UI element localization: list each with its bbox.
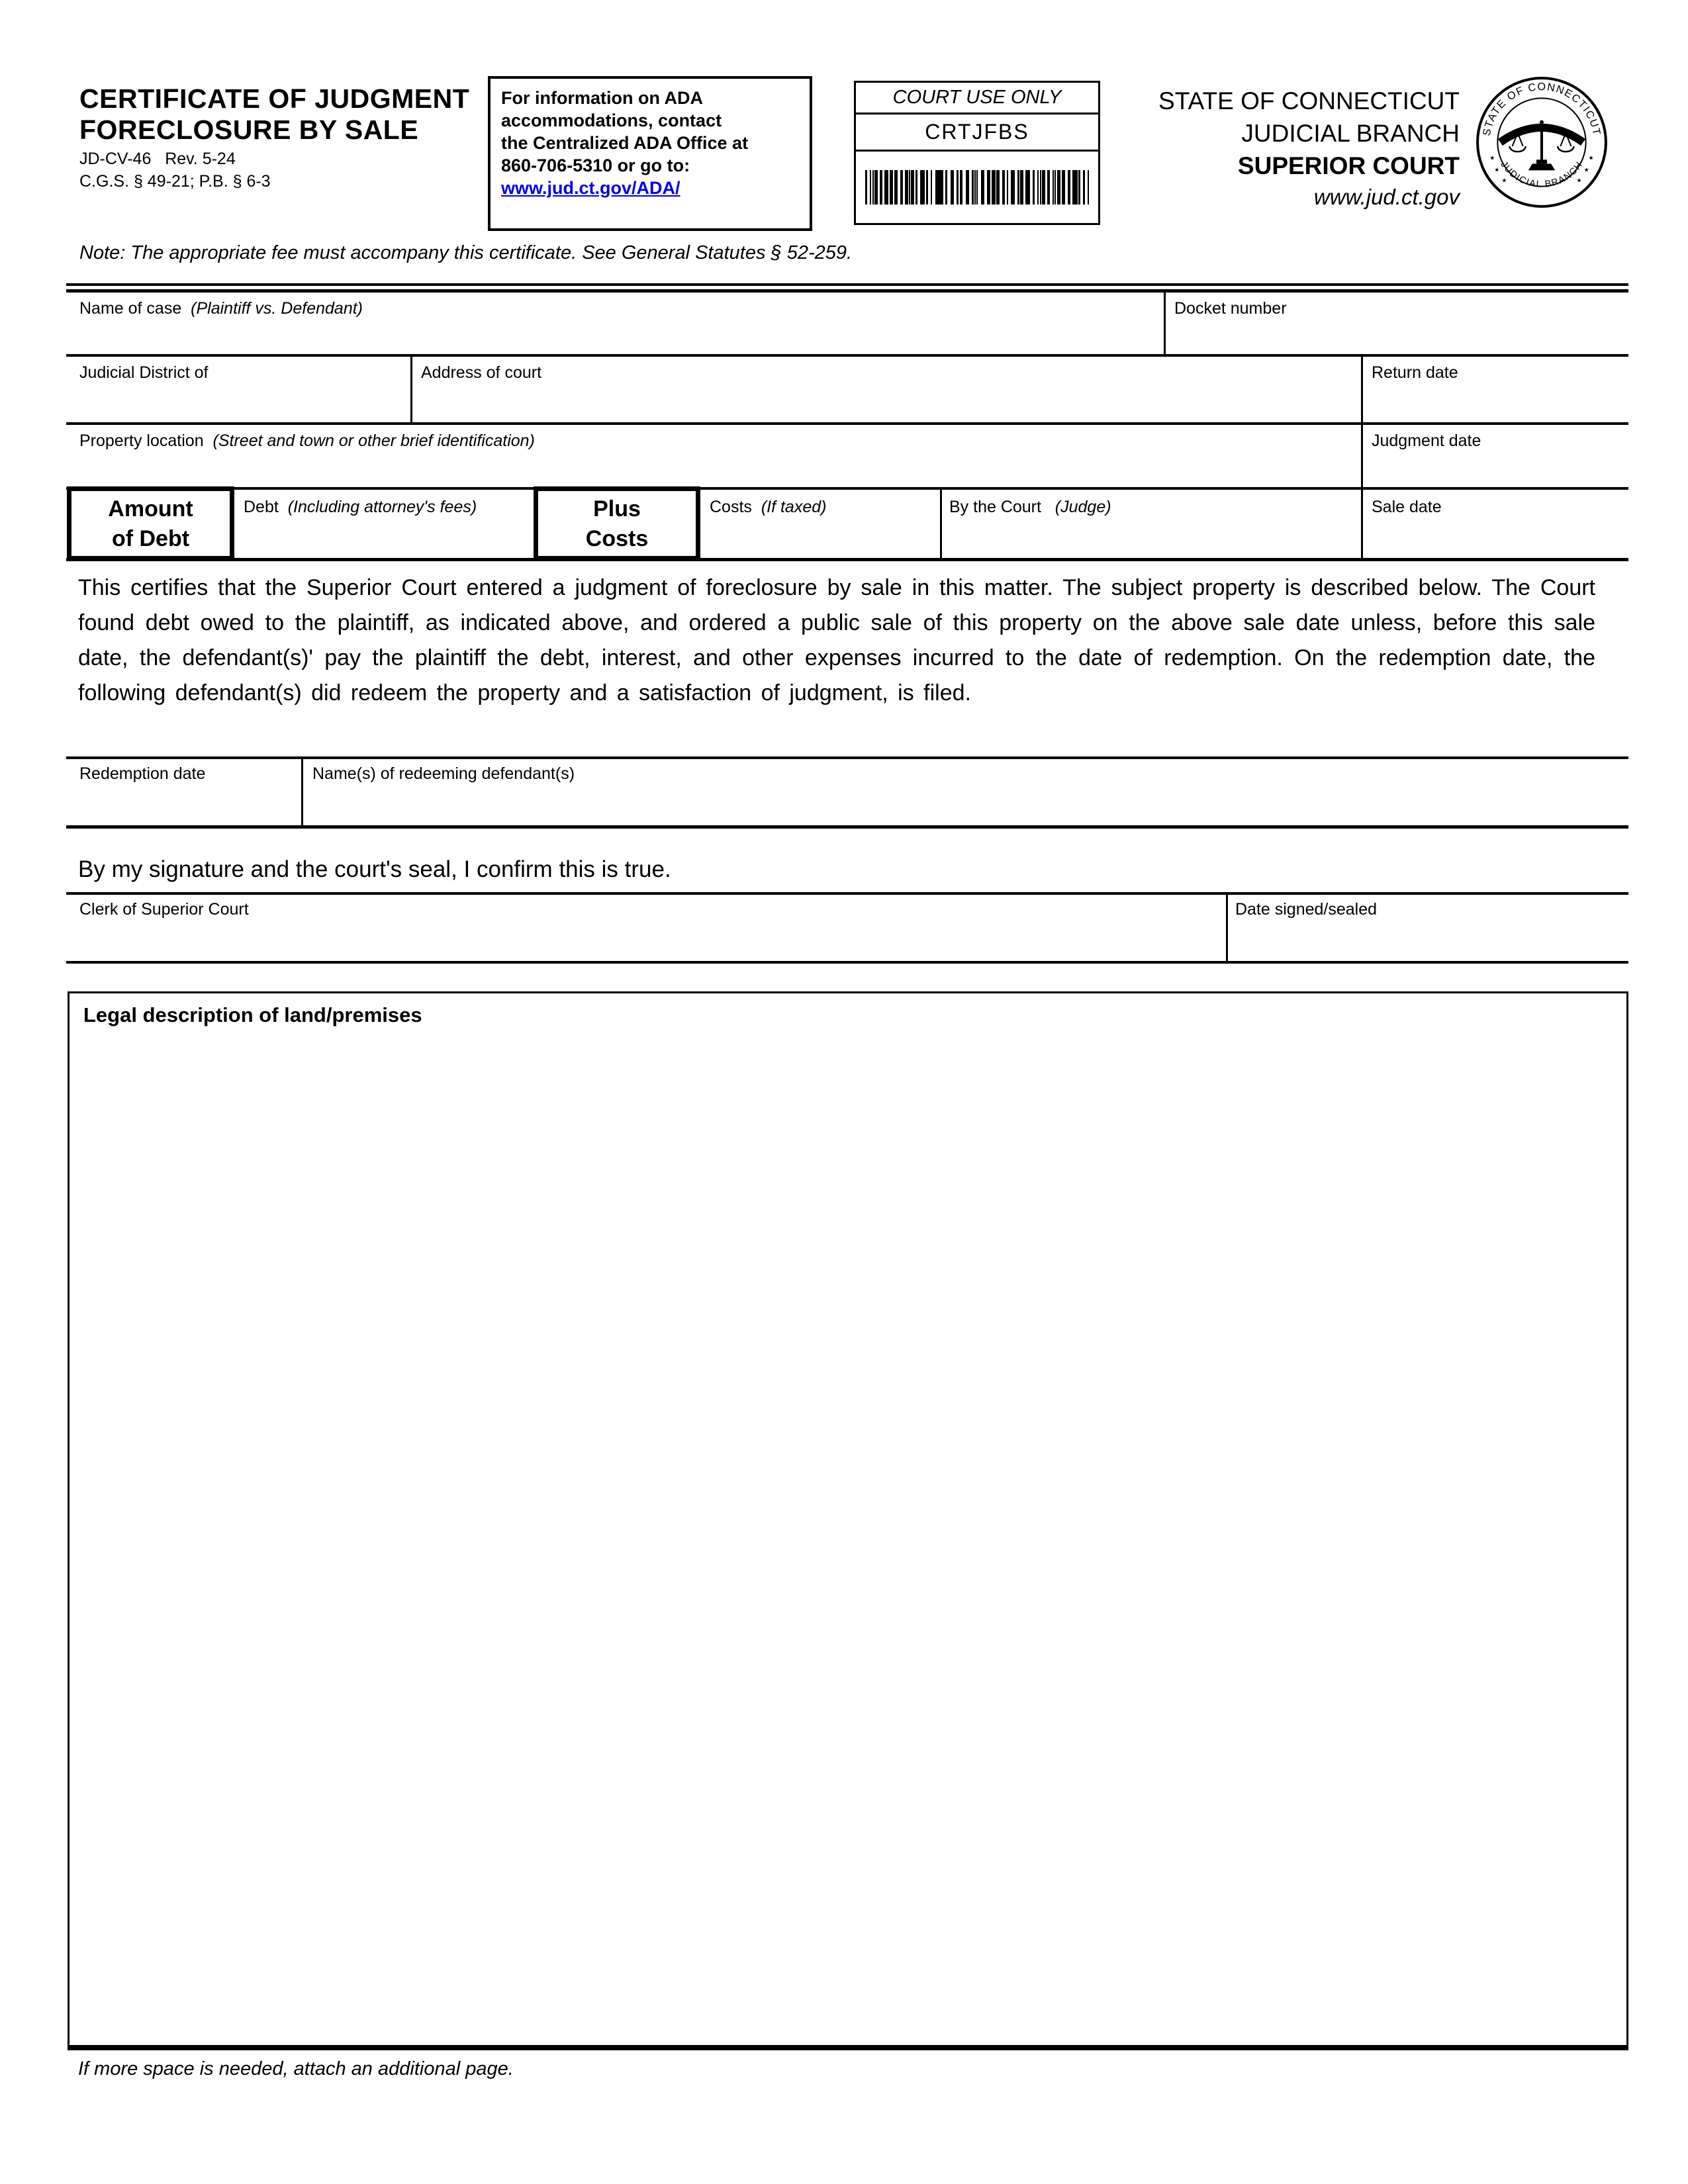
more-space-note: If more space is needed, attach an additional page. — [78, 2058, 514, 2079]
ada-text-line: the Centralized ADA Office at — [501, 133, 749, 153]
judicial-district-label: Judicial District of — [79, 363, 209, 382]
legal-description-field[interactable] — [71, 1032, 1623, 2044]
judicial-website: www.jud.ct.gov — [1313, 185, 1460, 209]
state-line: STATE OF CONNECTICUT — [1158, 87, 1460, 114]
seal-bottom-text: JUDICIAL BRANCH — [1499, 159, 1585, 189]
divider — [66, 283, 1628, 286]
ada-info-box — [488, 76, 812, 231]
svg-text:★: ★ — [1588, 154, 1594, 161]
divider — [66, 422, 1628, 425]
divider — [66, 289, 1628, 293]
judicial-branch-line: JUDICIAL BRANCH — [1241, 120, 1460, 147]
costs-label: Costs — [710, 498, 752, 516]
divider — [66, 825, 1628, 829]
date-signed-label: Date signed/sealed — [1235, 900, 1378, 919]
address-of-court-label: Address of court — [421, 363, 542, 382]
redeeming-defendants-label: Name(s) of redeeming defendant(s) — [312, 764, 575, 783]
plus-costs-header-box — [534, 486, 700, 561]
divider — [66, 558, 1628, 561]
svg-text:★: ★ — [1576, 177, 1582, 184]
amount-of-debt-line2: of Debt — [111, 526, 190, 551]
svg-text:★: ★ — [1583, 166, 1589, 173]
branch-heading — [1072, 85, 1460, 212]
divider — [1226, 895, 1228, 961]
name-of-case-label: Name of case — [79, 299, 182, 318]
docket-number-label: Docket number — [1174, 299, 1287, 318]
divider — [66, 892, 1628, 895]
court-use-only-box — [854, 81, 1100, 225]
legal-description-label: Legal description of land/premises — [83, 1003, 422, 1026]
return-date-label: Return date — [1372, 363, 1458, 382]
divider — [1361, 490, 1363, 558]
sale-date-label: Sale date — [1372, 498, 1442, 516]
ada-text-line: 860-706-5310 or go to: — [501, 156, 690, 175]
signature-statement: By my signature and the court's seal, I confirm this is true. — [78, 856, 671, 882]
address-of-court-field[interactable] — [415, 358, 1358, 420]
svg-text:★: ★ — [1489, 154, 1495, 161]
property-location-hint: (Street and town or other brief identification) — [212, 432, 535, 450]
divider — [66, 487, 1628, 490]
debt-hint: (Including attorney's fees) — [287, 498, 477, 516]
divider — [66, 961, 1628, 964]
ada-text-line: accommodations, contact — [501, 111, 722, 130]
amount-of-debt-line1: Amount — [108, 496, 193, 522]
seal-top-text: STATE OF CONNECTICUT — [1480, 81, 1603, 137]
divider — [301, 759, 303, 825]
ada-text-line: For information on ADA — [501, 88, 703, 108]
clerk-label: Clerk of Superior Court — [79, 900, 249, 919]
form-title-line2: FORECLOSURE BY SALE — [79, 114, 419, 145]
ada-website-link[interactable]: www.jud.ct.gov/ADA/ — [501, 178, 680, 198]
costs-hint: (If taxed) — [761, 498, 827, 516]
judicial-branch-seal-icon — [1475, 75, 1609, 209]
certification-paragraph: This certifies that the Superior Court entered a judgment of foreclosure by sale in this matter. The subject property is described below. The Court found debt owed to the plaintiff, as indicated above, and ordered a public sale of this property on the above sale date unless, before this sale date, the defendant(s)' pay the plaintiff the debt, interest, and other expenses incurred to the date of redemption. On the redemption date, the following defendant(s) did redeem the property and a satisfaction of judgment, is filed. — [78, 575, 1595, 705]
form-statutes: C.G.S. § 49-21; P.B. § 6-3 — [79, 172, 271, 191]
divider — [1164, 293, 1166, 354]
by-the-court-label: By the Court — [949, 498, 1041, 516]
form-number: JD-CV-46 Rev. 5-24 — [79, 150, 236, 168]
svg-text:★: ★ — [1494, 166, 1500, 173]
divider — [1361, 425, 1363, 487]
name-of-case-hint: (Plaintiff vs. Defendant) — [191, 299, 363, 318]
divider — [66, 756, 1628, 759]
superior-court-line: SUPERIOR COURT — [1237, 152, 1460, 179]
court-use-only-label: COURT USE ONLY — [856, 83, 1098, 114]
fee-note: Note: The appropriate fee must accompany this certificate. See General Statutes § 52-259. — [79, 242, 853, 263]
plus-costs-line1: Plus — [593, 496, 641, 522]
by-the-court-hint: (Judge) — [1055, 498, 1111, 516]
debt-label: Debt — [244, 498, 279, 516]
barcode-image — [865, 170, 1089, 205]
court-use-code: CRTJFBS — [856, 114, 1098, 152]
judgment-date-label: Judgment date — [1372, 432, 1481, 450]
divider — [410, 357, 412, 422]
divider — [66, 354, 1628, 357]
plus-costs-line2: Costs — [585, 526, 649, 551]
divider — [1361, 357, 1363, 422]
form-title — [79, 83, 469, 146]
amount-of-debt-header-box — [67, 486, 234, 561]
property-location-label: Property location — [79, 432, 204, 450]
divider — [940, 490, 942, 558]
form-title-line1: CERTIFICATE OF JUDGMENT — [79, 83, 470, 114]
svg-text:★: ★ — [1501, 177, 1507, 184]
redemption-date-label: Redemption date — [79, 764, 206, 783]
